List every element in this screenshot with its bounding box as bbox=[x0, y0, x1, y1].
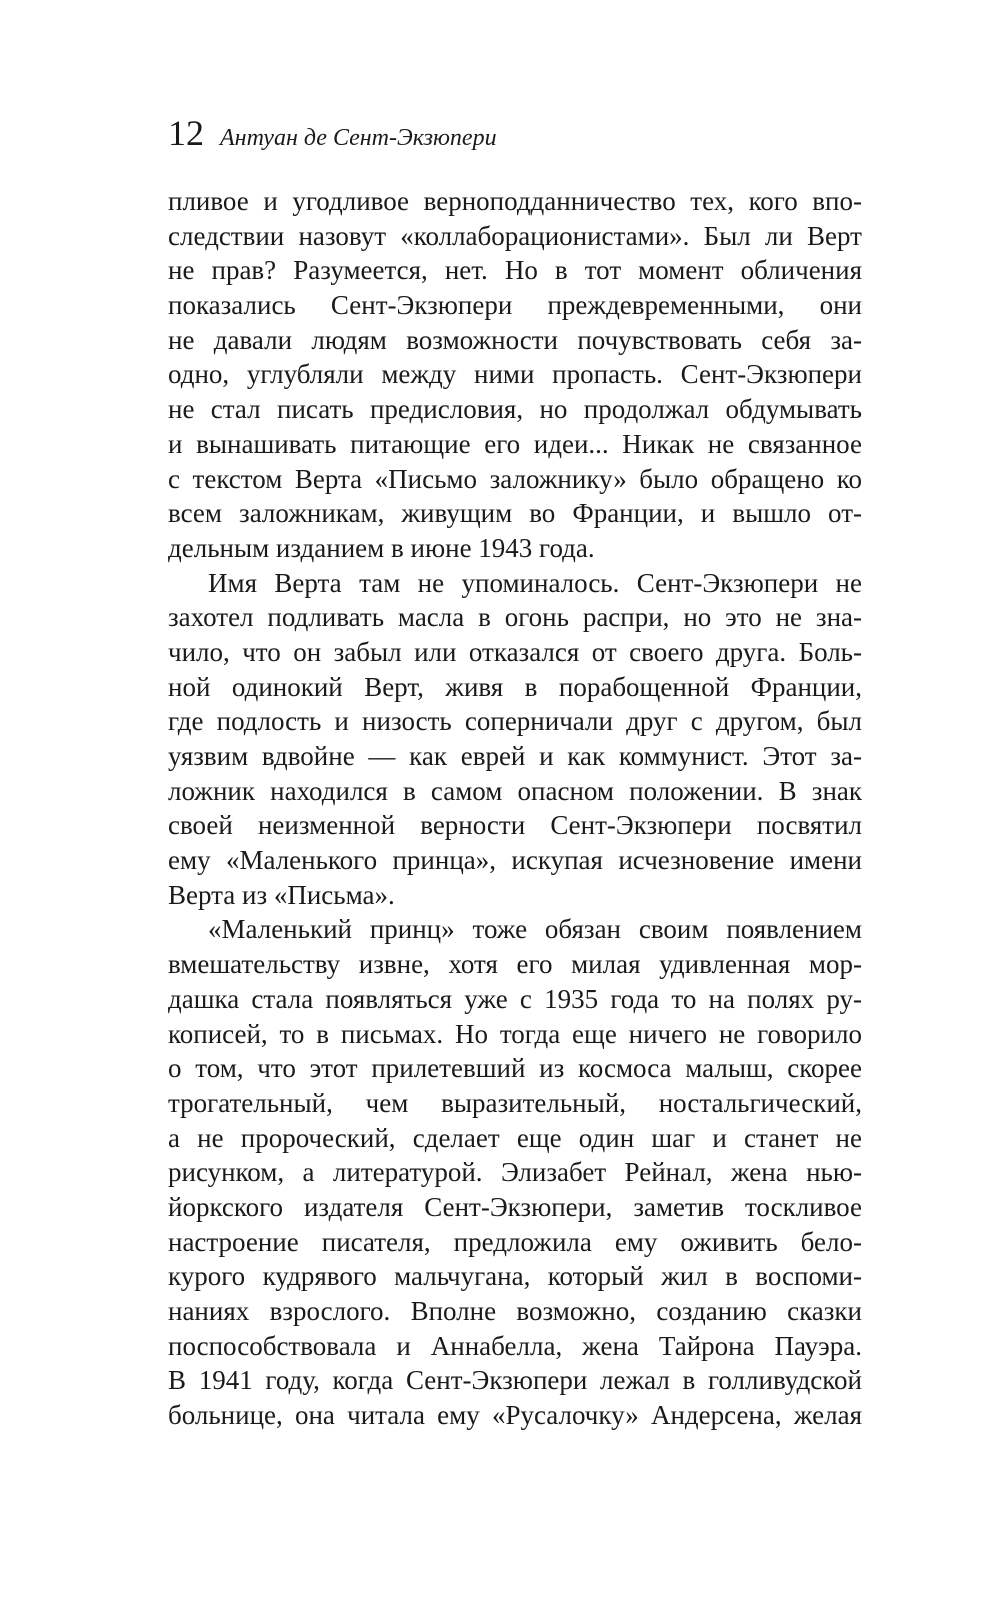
text-line: чило, что он забыл или отказался от своего друга. Боль- bbox=[168, 636, 862, 667]
text-line: Верта из «Письма». bbox=[168, 879, 395, 910]
text-line: и вынашивать питающие его идеи... Никак не связанное bbox=[168, 428, 862, 459]
text-line: где подлость и низость соперничали друг с другом, был bbox=[168, 706, 862, 737]
body-text bbox=[168, 184, 862, 1433]
text-line: ной одинокий Верт, живя в порабощенной Франции, bbox=[168, 671, 862, 702]
text-line: рисунком, а литературой. Элизабет Рейнал, жена нью- bbox=[168, 1157, 862, 1188]
text-line: ему «Маленького принца», искупая исчезновение имени bbox=[168, 845, 862, 876]
text-line: с текстом Верта «Письмо заложнику» было обращено ко bbox=[168, 463, 862, 494]
text-line: не давали людям возможности почувствовать себя за- bbox=[168, 324, 862, 355]
text-line: уязвим вдвойне — как еврей и как коммунист. Этот за- bbox=[168, 741, 862, 771]
text-line: а не пророческий, сделает еще один шаг и станет не bbox=[168, 1122, 862, 1153]
text-line: «Маленький принц» тоже обязан своим появлением bbox=[208, 914, 862, 945]
running-head bbox=[168, 112, 497, 160]
text-line: В 1941 году, когда Сент-Экзюпери лежал в голливудской bbox=[168, 1365, 862, 1396]
paragraph bbox=[168, 184, 862, 566]
text-line: одно, углубляли между ними пропасть. Сент-Экзюпери bbox=[168, 359, 862, 390]
text-line: дашка стала появляться уже с 1935 года то на полях ру- bbox=[168, 983, 862, 1014]
text-line: вмешательству извне, хотя его милая удивленная мор- bbox=[168, 949, 862, 980]
text-line: пливое и угодливое верноподданничество тех, кого впо- bbox=[168, 186, 862, 216]
text-line: ложник находился в самом опасном положении. В знак bbox=[168, 775, 862, 806]
paragraph bbox=[168, 912, 862, 1432]
page-number: 12 bbox=[168, 113, 204, 153]
text-line: о том, что этот прилетевший из космоса малыш, скорее bbox=[168, 1053, 862, 1084]
text-line: поспособствовала и Аннабелла, жена Тайрона Пауэра. bbox=[168, 1330, 862, 1361]
paragraph bbox=[168, 566, 862, 913]
text-line: показались Сент-Экзюпери преждевременными, они bbox=[168, 290, 862, 321]
text-line: наниях взрослого. Вполне возможно, созданию сказки bbox=[168, 1296, 862, 1326]
text-line: не стал писать предисловия, но продолжал обдумывать bbox=[168, 394, 862, 425]
text-line: не прав? Разумеется, нет. Но в тот момент обличения bbox=[168, 255, 862, 286]
text-line: Имя Верта там не упоминалось. Сент-Экзюпери не bbox=[208, 567, 862, 598]
text-line: следствии назовут «коллаборационистами». Был ли Верт bbox=[168, 220, 862, 251]
text-line: трогательный, чем выразительный, ностальгический, bbox=[168, 1087, 862, 1118]
text-line: настроение писателя, предложила ему оживить бело- bbox=[168, 1226, 862, 1257]
text-line: курого кудрявого мальчугана, который жил в воспоми- bbox=[168, 1261, 862, 1292]
text-line: йоркского издателя Сент-Экзюпери, заметив тоскливое bbox=[168, 1191, 862, 1222]
text-line: захотел подливать масла в огонь распри, но это не зна- bbox=[168, 602, 862, 633]
text-line: своей неизменной верности Сент-Экзюпери посвятил bbox=[168, 810, 862, 841]
text-line: больнице, она читала ему «Русалочку» Андерсена, желая bbox=[168, 1400, 862, 1431]
text-line: дельным изданием в июне 1943 года. bbox=[168, 532, 595, 563]
running-head-author: Антуан де Сент-Экзюпери bbox=[220, 125, 497, 151]
text-line: кописей, то в письмах. Но тогда еще ничего не говорило bbox=[168, 1018, 862, 1049]
text-line: всем заложникам, живущим во Франции, и вышло от- bbox=[168, 498, 862, 529]
